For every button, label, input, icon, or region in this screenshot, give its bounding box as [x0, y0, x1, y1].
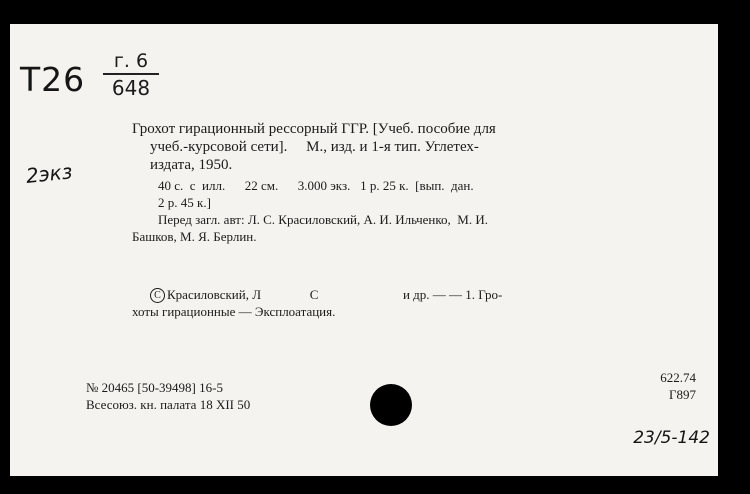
shelf-code: T26 — [20, 60, 86, 99]
shelf-fraction — [103, 50, 159, 99]
book-chamber: Всесоюз. кн. палата 18 XII 50 — [86, 397, 251, 412]
fraction-numerator: г. 6 — [113, 50, 149, 72]
copyright-icon: C — [150, 288, 165, 303]
fraction-bar — [103, 73, 159, 75]
subject-line-2: хоты гирационные — Эксплоатация. — [132, 304, 336, 319]
classification-code: 622.74 — [660, 370, 696, 385]
handwritten-number: 23/5-142 — [633, 428, 710, 448]
punch-hole — [370, 384, 412, 426]
subject-text-1: Красиловский, Л С и др. — — 1. Гро- — [167, 287, 503, 302]
subject-line-1 — [150, 286, 502, 304]
author-mark: Г897 — [668, 387, 696, 402]
entry-line-1: Грохот гирационный рессорный ГГР. [Учеб. пособие для — [132, 121, 496, 137]
margin-note: 2экз — [24, 159, 74, 188]
record-number: № 20465 [50-39498] 16-5 — [86, 380, 223, 395]
fraction-denominator: 648 — [111, 76, 151, 100]
entry-line-3: издата, 1950. — [150, 157, 233, 173]
catalog-card — [10, 24, 718, 476]
entry-line-5: 2 р. 45 к.] — [158, 195, 211, 210]
entry-line-2: учеб.-курсовой сети]. М., изд. и 1-я тип. Углетех- — [150, 139, 479, 155]
entry-line-7: Башков, М. Я. Берлин. — [132, 229, 257, 244]
entry-line-4: 40 с. с илл. 22 см. 3.000 экз. 1 р. 25 к. [вып. дан. — [158, 178, 474, 193]
entry-line-6: Перед загл. авт: Л. С. Красиловский, А. И. Ильченко, М. И. — [158, 212, 488, 227]
